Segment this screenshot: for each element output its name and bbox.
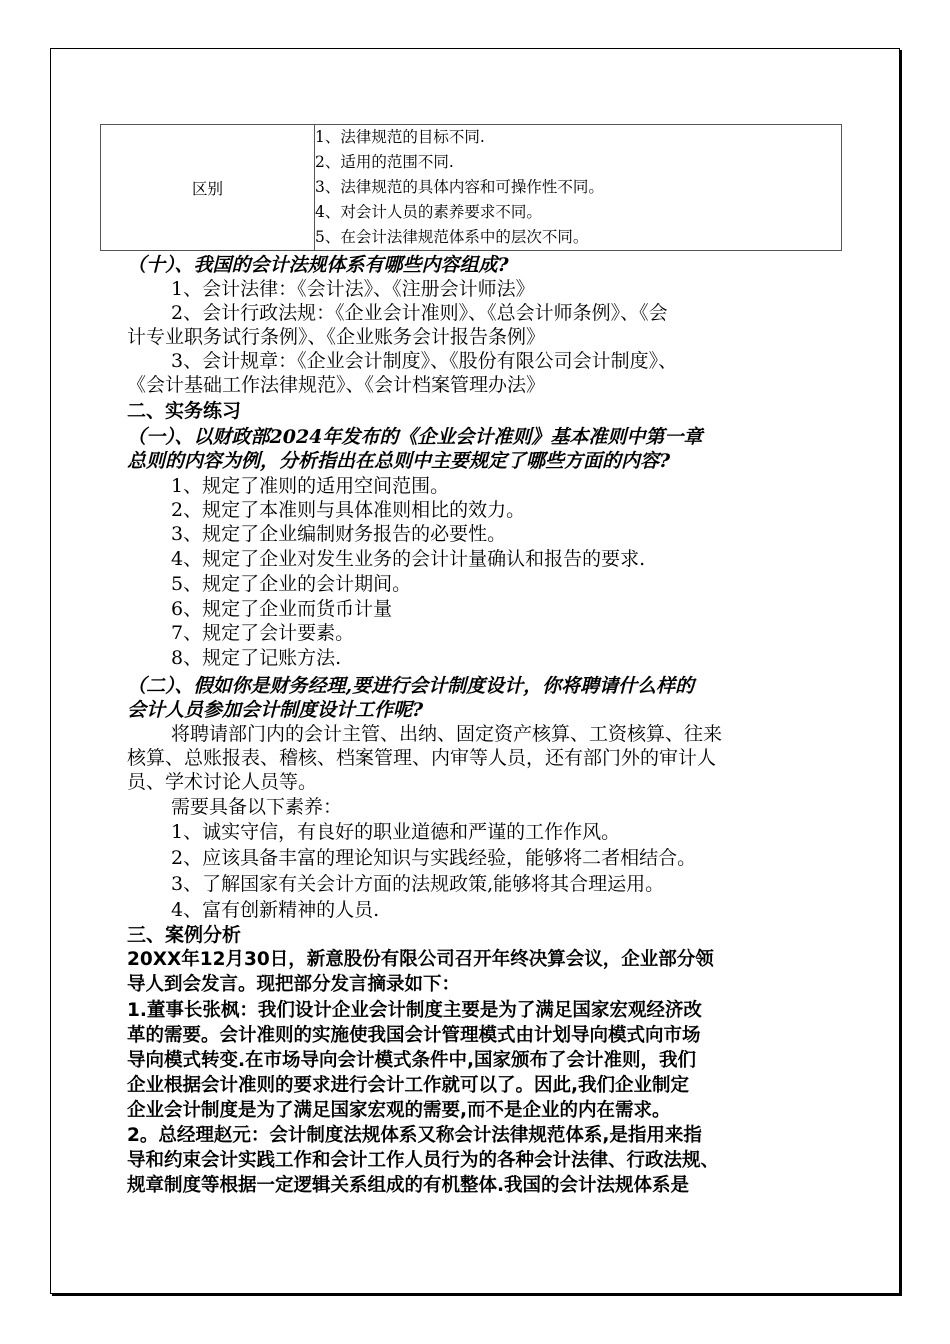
text-line: 需要具备以下素养： [171,796,343,818]
text-line: 7、规定了会计要素。 [171,622,355,644]
section-heading: 三、案例分析 [127,924,242,946]
text-line: 1、诚实守信，有良好的职业道德和严谨的工作作风。 [171,821,621,843]
text-line: 核算、总账报表、稽核、档案管理、内审等人员，还有部门外的审计人 [127,747,717,769]
text-line: 2、会计行政法规：《企业会计准则》、《总会计师条例》、《会 [171,302,668,324]
question-heading: 会计人员参加会计制度设计工作呢? [127,699,424,721]
question-heading: （一）、以财政部2024年发布的《企业会计准则》基本准则中第一章 [127,426,703,448]
text-line: 3、了解国家有关会计方面的法规政策,能够将其合理运用。 [171,873,665,895]
case-text-line: 企业根据会计准则的要求进行会计工作就可以了。因此,我们企业制定 [127,1075,690,1096]
text-line: 1、会计法律：《会计法》、《注册会计师法》 [171,278,535,300]
question-heading: （二）、假如你是财务经理,要进行会计制度设计，你将聘请什么样的 [127,675,695,697]
text-line: 2、规定了本准则与具体准则相比的效力。 [171,499,526,521]
table-items-cell [315,125,842,251]
text-line: 4、规定了企业对发生业务的会计计量确认和报告的要求. [171,548,646,570]
text-line: 3、会计规章：《企业会计制度》、《股份有限公司会计制度》、 [171,350,678,372]
text-line: 8、规定了记账方法. [171,647,342,669]
case-text-line: 企业会计制度是为了满足国家宏观的需要,而不是企业的内在需求。 [127,1100,671,1121]
table-item: 5、在会计法律规范体系中的层次不同。 [315,228,589,246]
table-item: 2、适用的范围不同. [315,153,454,171]
difference-table [100,124,842,251]
text-line: 将聘请部门内的会计主管、出纳、固定资产核算、工资核算、往来 [171,723,723,745]
case-text-line: 规章制度等根据一定逻辑关系组成的有机整体.我国的会计法规体系是 [127,1175,690,1196]
question-heading: （十）、我国的会计法规体系有哪些内容组成? [127,254,509,276]
table-label-cell: 区别 [101,125,315,251]
text-line: 计专业职务试行条例》、《企业账务会计报告条例》 [127,326,546,348]
case-text-line: 革的需要。会计准则的实施使我国会计管理模式由计划导向模式向市场 [127,1025,701,1046]
case-text-line: 1.董事长张枫：我们设计企业会计制度主要是为了满足国家宏观经济改 [127,1000,702,1021]
text-line: 2、应该具备丰富的理论知识与实践经验，能够将二者相结合。 [171,847,697,869]
case-text-line: 导向模式转变.在市场导向会计模式条件中,国家颁布了会计准则，我们 [127,1050,697,1071]
text-line: 员、学术讨论人员等。 [127,771,318,793]
case-text-line: 导人到会发言。现把部分发言摘录如下： [127,974,461,995]
question-heading: 总则的内容为例，分析指出在总则中主要规定了哪些方面的内容? [127,450,671,472]
text-line: 《会计基础工作法律规范》、《会计档案管理办法》 [127,374,546,396]
text-line: 1、规定了准则的适用空间范围。 [171,475,450,497]
text-line: 6、规定了企业而货币计量 [171,598,393,620]
table-item: 3、法律规范的具体内容和可操作性不同。 [315,178,604,196]
case-text-line: 20XX年12月30日，新意股份有限公司召开年终决算会议，企业部分领 [127,949,714,970]
case-text-line: 2。总经理赵元：会计制度法规体系又称会计法律规范体系,是指用来指 [127,1125,702,1146]
text-line: 3、规定了企业编制财务报告的必要性。 [171,523,507,545]
text-line: 4、富有创新精神的人员. [171,899,380,921]
section-heading: 二、实务练习 [127,400,242,422]
case-text-line: 导和约束会计实践工作和会计工作人员行为的各种会计法律、行政法规、 [127,1150,720,1171]
text-line: 5、规定了企业的会计期间。 [171,573,412,595]
table-item: 1、法律规范的目标不同. [315,128,485,146]
table-item: 4、对会计人员的素养要求不同。 [315,203,542,221]
